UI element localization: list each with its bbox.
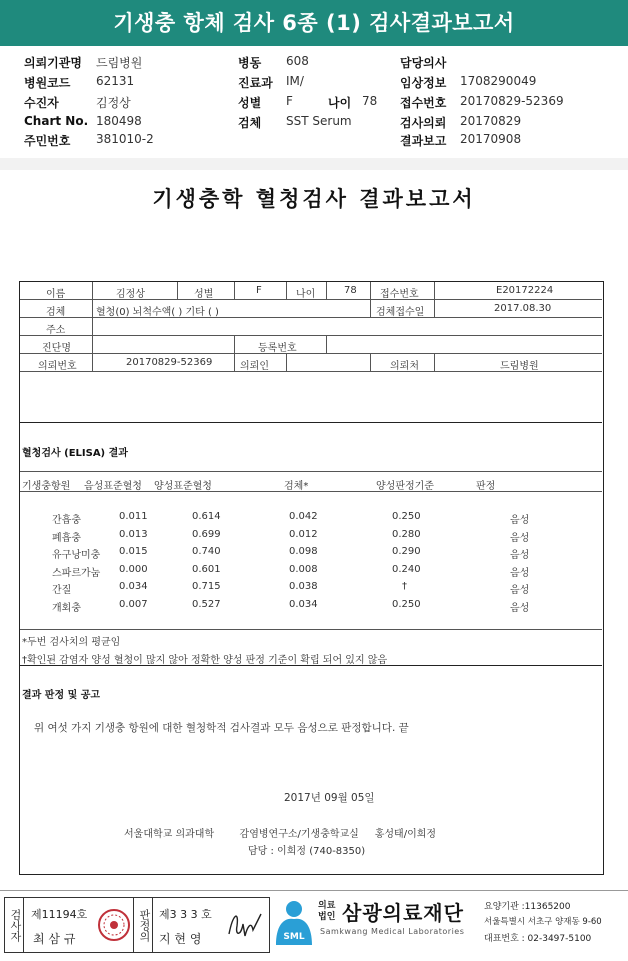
company-address: 서울특별시 서초구 양재동 9-60: [484, 917, 602, 927]
header-label: 병원코드: [24, 76, 71, 90]
header-label: 주민번호: [24, 134, 71, 148]
grid-line: [286, 282, 287, 299]
reviewer-name: 지 현 영: [159, 932, 202, 946]
registration-label: 등록번호: [258, 343, 297, 354]
examiner-name: 최 삼 규: [33, 932, 76, 946]
header-label: 검체: [238, 116, 262, 130]
grid-line: [286, 353, 287, 371]
header-value: 180498: [96, 114, 142, 128]
corp-prefix: [318, 901, 335, 923]
sample-value-cell: 0.034: [289, 598, 318, 610]
patient-name: 김정상: [116, 289, 145, 300]
positive-control-cell: 0.527: [192, 598, 221, 610]
negative-control-cell: 0.034: [119, 581, 148, 592]
negative-control-cell: 0.000: [119, 563, 148, 575]
header-label: 담당의사: [400, 56, 447, 70]
institution-code: 요양기관 :11365200: [484, 902, 571, 912]
contact: 담당 : 이희정 (740-8350): [248, 846, 366, 857]
result-cell: 음성: [510, 532, 530, 544]
cutoff-cell: 0.240: [392, 563, 421, 575]
header-value: 20170829-52369: [460, 94, 564, 108]
header-label: 의뢰기관명: [24, 56, 82, 70]
negative-control-cell: 0.015: [119, 546, 148, 557]
report-frame: [19, 281, 604, 875]
header-value: 608: [286, 54, 309, 68]
conclusion-text: 위 여섯 가지 기생충 항원에 대한 혈청학적 검사결과 모두 음성으로 판정합니다. 끝: [34, 722, 409, 734]
result-cell: 음성: [510, 550, 530, 561]
examiner-license: 제11194호: [31, 908, 88, 921]
scanned-report-title: 기생충학 혈청검사 결과보고서: [152, 186, 476, 211]
grid-line: [20, 353, 602, 354]
request-number: 20170829-52369: [126, 357, 213, 368]
header-value: 드림병원: [96, 56, 143, 70]
footnote-cutoff: †확인된 감염자 양성 혈청이 많지 않아 정확한 양성 판정 기준이 확립 되어 있지 않음: [22, 655, 388, 666]
positive-control-cell: 0.740: [192, 546, 221, 557]
antigen-cell: 폐흡충: [52, 532, 81, 544]
header-value: 20170829: [460, 114, 522, 128]
header-label: 병동: [238, 56, 262, 70]
request-number-label: 의뢰번호: [38, 361, 77, 372]
header-label: 진료과: [238, 76, 273, 90]
header-label: 나이: [328, 96, 352, 110]
column-header-cutoff: 양성판정기준: [376, 481, 434, 492]
grid-line: [434, 282, 435, 317]
logo-text: SML: [283, 932, 305, 942]
negative-control-cell: 0.013: [119, 528, 148, 540]
corp-prefix-line1: 의료: [318, 901, 336, 911]
requesting-org: 드림병원: [500, 361, 539, 372]
requester-label: 의뢰인: [240, 361, 269, 372]
header-value: 62131: [96, 74, 135, 88]
header-value: 78: [362, 94, 378, 108]
negative-control-cell: 0.007: [119, 598, 148, 610]
grid-line: [370, 353, 371, 371]
positive-control-cell: 0.614: [192, 511, 221, 522]
sml-logo-icon: [270, 897, 318, 947]
header-value: 김정상: [96, 96, 131, 110]
specimen-type: 혈청(0) 뇌척수액( ) 기타 ( ): [96, 307, 219, 318]
column-header-negative-control: 음성표준혈청: [84, 481, 142, 492]
report-title-bar: 기생충 항체 검사 6종 (1) 검사결과보고서: [0, 0, 628, 46]
age-label: 나이: [296, 289, 316, 300]
positive-control-cell: 0.715: [192, 581, 221, 592]
result-cell: 음성: [510, 602, 530, 614]
antigen-cell: 개회충: [52, 602, 81, 614]
header-label: 검사의뢰: [400, 116, 447, 130]
sample-value-cell: 0.042: [289, 511, 318, 522]
header-label: 접수번호: [400, 96, 447, 110]
grid-line: [177, 282, 178, 299]
header-value: 1708290049: [460, 74, 537, 88]
antigen-cell: 간흡충: [52, 515, 81, 526]
antigen-cell: 유구낭미충: [52, 550, 101, 561]
header-label: 수진자: [24, 96, 59, 110]
cutoff-cell: 0.280: [392, 528, 421, 540]
reviewer-signature-icon: [223, 906, 265, 942]
grid-line: [20, 471, 602, 472]
patient-sex: F: [256, 285, 262, 296]
result-cell: 음성: [510, 567, 530, 579]
corp-prefix-line2: 법인: [318, 912, 336, 922]
reviewer-license: 제3 3 3 호: [159, 908, 212, 921]
receipt-number: E20172224: [496, 285, 554, 296]
signers: 서울대학교 의과대학 감염병연구소/기생충학교실 홍성태/이희정: [124, 829, 437, 840]
positive-control-cell: 0.699: [192, 528, 221, 540]
company-english-name: Samkwang Medical Laboratories: [320, 927, 465, 936]
diagnosis-label: 진단명: [42, 343, 71, 354]
grid-line: [234, 282, 235, 299]
lab-footer: [0, 890, 628, 961]
grid-line: [20, 665, 602, 666]
cutoff-cell: 0.250: [392, 511, 421, 522]
cutoff-cell: 0.290: [392, 546, 421, 557]
header-label: Chart No.: [24, 114, 89, 128]
column-header-positive-control: 양성표준혈청: [154, 481, 212, 492]
positive-control-cell: 0.601: [192, 563, 221, 575]
header-value: F: [286, 94, 293, 108]
sample-value-cell: 0.008: [289, 563, 318, 575]
address-label: 주소: [46, 325, 66, 336]
header-label: 임상정보: [400, 76, 447, 90]
header-value: SST Serum: [286, 114, 352, 128]
patient-age: 78: [344, 285, 357, 296]
conclusion-section-title: 결과 판정 및 공고: [22, 690, 101, 701]
grid-line: [20, 422, 602, 423]
column-header-antigen: 기생충항원: [22, 481, 71, 492]
requesting-org-label: 의뢰처: [390, 361, 419, 372]
patient-header: [0, 46, 628, 159]
company-phone: 대표번호 : 02-3497-5100: [484, 934, 592, 944]
result-cell: 음성: [510, 585, 530, 596]
grid-line: [234, 335, 235, 371]
company-name: 삼광의료재단: [342, 901, 464, 925]
sex-label: 성별: [194, 289, 214, 300]
column-header-sample: 검체*: [284, 481, 309, 492]
sample-value-cell: 0.012: [289, 528, 318, 540]
report-date: 2017년 09월 05일: [284, 792, 375, 804]
examiner-label: 검사자: [5, 898, 24, 952]
cutoff-cell: 0.250: [392, 598, 421, 610]
header-label: 결과보고: [400, 134, 447, 148]
header-label: 성별: [238, 96, 262, 110]
grid-line: [92, 282, 93, 371]
negative-control-cell: 0.011: [119, 511, 148, 522]
receipt-label: 접수번호: [380, 289, 419, 300]
reviewer-label: 판정의: [133, 898, 153, 952]
header-value: 381010-2: [96, 132, 154, 146]
sample-value-cell: 0.038: [289, 581, 318, 592]
header-value: 20170908: [460, 132, 522, 146]
grid-line: [326, 282, 327, 299]
signature-box: [4, 897, 270, 953]
examiner-seal-icon: [97, 908, 131, 942]
grid-line: [326, 335, 327, 353]
antigen-cell: 스파르가눔: [52, 567, 101, 579]
separator-band: [0, 158, 628, 170]
grid-line: [20, 335, 602, 336]
specimen-date-label: 검체접수일: [376, 307, 425, 318]
sample-value-cell: 0.098: [289, 546, 318, 557]
cutoff-cell: †: [402, 581, 407, 592]
antigen-cell: 간질: [52, 585, 72, 596]
specimen-date: 2017.08.30: [494, 303, 552, 314]
grid-line: [370, 282, 371, 317]
elisa-section-title: 혈청검사 (ELISA) 결과: [22, 448, 128, 459]
grid-line: [20, 629, 602, 630]
footnote-average: *두번 검사치의 평균임: [22, 637, 121, 648]
specimen-label: 검체: [46, 307, 66, 318]
grid-line: [434, 353, 435, 371]
column-header-result: 판정: [476, 481, 496, 492]
header-value: IM/: [286, 74, 304, 88]
name-label: 이름: [46, 289, 66, 300]
result-cell: 음성: [510, 515, 530, 526]
